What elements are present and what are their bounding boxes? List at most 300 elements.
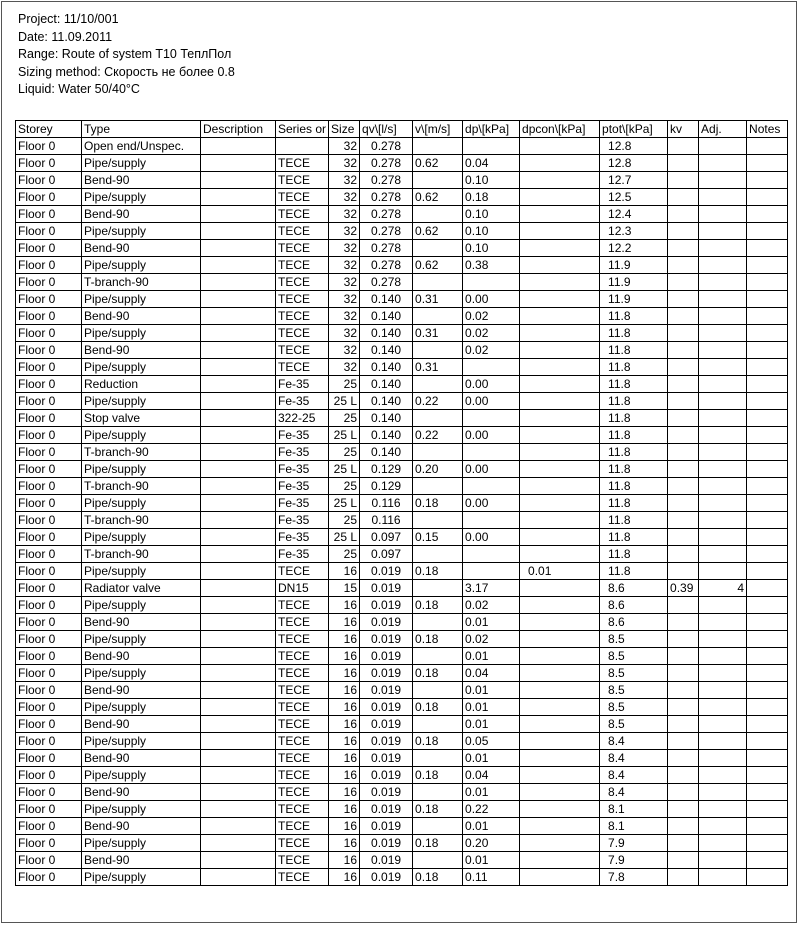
cell-qv: 0.019 xyxy=(360,699,413,716)
report-header xyxy=(18,11,235,99)
cell-dpcon xyxy=(520,461,600,478)
cell-storey: Floor 0 xyxy=(16,138,82,155)
cell-adj xyxy=(699,342,747,359)
cell-qv: 0.019 xyxy=(360,665,413,682)
cell-kv xyxy=(668,597,699,614)
cell-adj xyxy=(699,376,747,393)
cell-ptot: 11.8 xyxy=(600,563,668,580)
cell-storey: Floor 0 xyxy=(16,155,82,172)
cell-ptot: 11.8 xyxy=(600,512,668,529)
cell-ptot: 11.8 xyxy=(600,529,668,546)
cell-notes xyxy=(747,240,788,257)
cell-dp: 0.00 xyxy=(463,427,520,444)
cell-adj xyxy=(699,546,747,563)
cell-series: TECE xyxy=(276,852,329,869)
cell-storey: Floor 0 xyxy=(16,733,82,750)
cell-type: Pipe/supply xyxy=(82,155,201,172)
cell-adj xyxy=(699,716,747,733)
cell-qv: 0.019 xyxy=(360,835,413,852)
cell-ptot: 11.8 xyxy=(600,427,668,444)
cell-kv xyxy=(668,682,699,699)
cell-description xyxy=(201,529,276,546)
cell-series: Fe-35 xyxy=(276,376,329,393)
cell-dp: 0.04 xyxy=(463,767,520,784)
cell-v: 0.18 xyxy=(413,665,463,682)
table-row xyxy=(16,495,788,512)
cell-size: 32 xyxy=(329,172,360,189)
cell-adj xyxy=(699,801,747,818)
cell-dpcon: 0.01 xyxy=(520,563,600,580)
cell-description xyxy=(201,240,276,257)
cell-adj xyxy=(699,444,747,461)
cell-notes xyxy=(747,784,788,801)
cell-description xyxy=(201,546,276,563)
cell-adj xyxy=(699,410,747,427)
cell-storey: Floor 0 xyxy=(16,478,82,495)
cell-notes xyxy=(747,818,788,835)
table-row xyxy=(16,563,788,580)
cell-dpcon xyxy=(520,206,600,223)
cell-dp xyxy=(463,546,520,563)
cell-dpcon xyxy=(520,784,600,801)
cell-size: 16 xyxy=(329,665,360,682)
cell-type: Pipe/supply xyxy=(82,291,201,308)
table-row xyxy=(16,444,788,461)
cell-description xyxy=(201,291,276,308)
table-row xyxy=(16,716,788,733)
cell-ptot: 8.1 xyxy=(600,801,668,818)
cell-dp xyxy=(463,410,520,427)
cell-dp: 0.04 xyxy=(463,665,520,682)
cell-series: TECE xyxy=(276,308,329,325)
cell-adj xyxy=(699,393,747,410)
cell-notes xyxy=(747,835,788,852)
cell-adj xyxy=(699,631,747,648)
cell-adj xyxy=(699,257,747,274)
cell-storey: Floor 0 xyxy=(16,461,82,478)
cell-series: TECE xyxy=(276,155,329,172)
cell-v xyxy=(413,410,463,427)
cell-size: 25 xyxy=(329,478,360,495)
cell-notes xyxy=(747,444,788,461)
cell-dp: 0.01 xyxy=(463,818,520,835)
cell-dpcon xyxy=(520,529,600,546)
cell-kv xyxy=(668,512,699,529)
cell-storey: Floor 0 xyxy=(16,801,82,818)
cell-v: 0.18 xyxy=(413,631,463,648)
cell-notes xyxy=(747,665,788,682)
cell-storey: Floor 0 xyxy=(16,274,82,291)
cell-qv: 0.019 xyxy=(360,733,413,750)
cell-kv xyxy=(668,274,699,291)
cell-v: 0.18 xyxy=(413,495,463,512)
cell-dp xyxy=(463,274,520,291)
cell-kv xyxy=(668,869,699,886)
cell-kv xyxy=(668,444,699,461)
cell-series: TECE xyxy=(276,869,329,886)
cell-series: Fe-35 xyxy=(276,444,329,461)
cell-type: Pipe/supply xyxy=(82,699,201,716)
cell-v: 0.18 xyxy=(413,699,463,716)
cell-size: 25 xyxy=(329,410,360,427)
cell-dpcon xyxy=(520,410,600,427)
cell-storey: Floor 0 xyxy=(16,172,82,189)
cell-type: Pipe/supply xyxy=(82,869,201,886)
cell-dpcon xyxy=(520,444,600,461)
cell-description xyxy=(201,767,276,784)
cell-type: Pipe/supply xyxy=(82,461,201,478)
cell-v: 0.20 xyxy=(413,461,463,478)
cell-qv: 0.278 xyxy=(360,155,413,172)
cell-adj xyxy=(699,682,747,699)
cell-size: 32 xyxy=(329,257,360,274)
cell-qv: 0.019 xyxy=(360,614,413,631)
cell-dp: 0.05 xyxy=(463,733,520,750)
cell-dp: 0.11 xyxy=(463,869,520,886)
cell-adj xyxy=(699,325,747,342)
cell-notes xyxy=(747,393,788,410)
cell-series: TECE xyxy=(276,223,329,240)
cell-kv xyxy=(668,410,699,427)
cell-dp xyxy=(463,563,520,580)
cell-ptot: 8.5 xyxy=(600,699,668,716)
cell-adj xyxy=(699,784,747,801)
cell-dpcon xyxy=(520,699,600,716)
cell-series: TECE xyxy=(276,257,329,274)
column-header-type: Type xyxy=(82,121,201,138)
table-row xyxy=(16,274,788,291)
cell-kv xyxy=(668,240,699,257)
cell-description xyxy=(201,138,276,155)
cell-series: TECE xyxy=(276,342,329,359)
cell-type: Pipe/supply xyxy=(82,359,201,376)
cell-adj xyxy=(699,869,747,886)
cell-v xyxy=(413,308,463,325)
cell-dp: 0.01 xyxy=(463,852,520,869)
cell-size: 16 xyxy=(329,699,360,716)
table-row xyxy=(16,818,788,835)
cell-storey: Floor 0 xyxy=(16,563,82,580)
cell-ptot: 11.8 xyxy=(600,461,668,478)
cell-ptot: 8.6 xyxy=(600,614,668,631)
cell-ptot: 11.8 xyxy=(600,478,668,495)
cell-series: TECE xyxy=(276,240,329,257)
cell-dp: 0.01 xyxy=(463,648,520,665)
cell-kv xyxy=(668,308,699,325)
cell-ptot: 12.2 xyxy=(600,240,668,257)
cell-size: 25 L xyxy=(329,393,360,410)
table-row xyxy=(16,461,788,478)
cell-size: 16 xyxy=(329,818,360,835)
cell-qv: 0.140 xyxy=(360,444,413,461)
cell-description xyxy=(201,614,276,631)
cell-size: 16 xyxy=(329,631,360,648)
cell-storey: Floor 0 xyxy=(16,597,82,614)
cell-description xyxy=(201,750,276,767)
cell-size: 25 L xyxy=(329,427,360,444)
cell-notes xyxy=(747,563,788,580)
cell-notes xyxy=(747,495,788,512)
liquid-line: Liquid: Water 50/40°C xyxy=(18,82,140,96)
cell-series: TECE xyxy=(276,614,329,631)
column-header-qv: qv\[l/s] xyxy=(360,121,413,138)
cell-kv xyxy=(668,478,699,495)
pipe-sizing-table xyxy=(15,120,788,886)
cell-size: 32 xyxy=(329,342,360,359)
cell-qv: 0.097 xyxy=(360,529,413,546)
cell-series: Fe-35 xyxy=(276,495,329,512)
cell-kv xyxy=(668,733,699,750)
cell-v xyxy=(413,716,463,733)
column-header-storey: Storey xyxy=(16,121,82,138)
cell-size: 25 xyxy=(329,444,360,461)
cell-ptot: 11.8 xyxy=(600,410,668,427)
cell-type: Bend-90 xyxy=(82,206,201,223)
cell-adj xyxy=(699,699,747,716)
cell-size: 16 xyxy=(329,852,360,869)
cell-storey: Floor 0 xyxy=(16,427,82,444)
cell-description xyxy=(201,223,276,240)
cell-dpcon xyxy=(520,614,600,631)
cell-size: 16 xyxy=(329,767,360,784)
cell-description xyxy=(201,648,276,665)
table-row xyxy=(16,529,788,546)
cell-adj xyxy=(699,512,747,529)
cell-ptot: 8.4 xyxy=(600,767,668,784)
cell-storey: Floor 0 xyxy=(16,716,82,733)
cell-v: 0.18 xyxy=(413,835,463,852)
cell-v: 0.22 xyxy=(413,393,463,410)
cell-ptot: 12.5 xyxy=(600,189,668,206)
cell-ptot: 8.5 xyxy=(600,631,668,648)
cell-dp: 0.02 xyxy=(463,342,520,359)
cell-notes xyxy=(747,682,788,699)
cell-description xyxy=(201,665,276,682)
cell-qv: 0.278 xyxy=(360,223,413,240)
cell-description xyxy=(201,580,276,597)
cell-storey: Floor 0 xyxy=(16,614,82,631)
table-row xyxy=(16,580,788,597)
cell-description xyxy=(201,716,276,733)
cell-storey: Floor 0 xyxy=(16,308,82,325)
cell-kv xyxy=(668,563,699,580)
cell-storey: Floor 0 xyxy=(16,495,82,512)
table-row xyxy=(16,631,788,648)
cell-notes xyxy=(747,478,788,495)
sizing-method-line: Sizing method: Скорость не более 0.8 xyxy=(18,64,235,79)
cell-type: Pipe/supply xyxy=(82,257,201,274)
cell-qv: 0.019 xyxy=(360,784,413,801)
cell-type: Pipe/supply xyxy=(82,665,201,682)
cell-notes xyxy=(747,716,788,733)
table-row xyxy=(16,206,788,223)
cell-description xyxy=(201,852,276,869)
cell-kv xyxy=(668,750,699,767)
table-row xyxy=(16,733,788,750)
cell-series: TECE xyxy=(276,359,329,376)
cell-v xyxy=(413,648,463,665)
cell-ptot: 11.8 xyxy=(600,546,668,563)
cell-qv: 0.140 xyxy=(360,376,413,393)
cell-qv: 0.140 xyxy=(360,427,413,444)
cell-kv xyxy=(668,376,699,393)
cell-dpcon xyxy=(520,750,600,767)
cell-notes xyxy=(747,308,788,325)
cell-v: 0.62 xyxy=(413,223,463,240)
cell-description xyxy=(201,478,276,495)
cell-kv xyxy=(668,801,699,818)
cell-dpcon xyxy=(520,172,600,189)
table-row xyxy=(16,801,788,818)
cell-type: T-branch-90 xyxy=(82,512,201,529)
cell-ptot: 7.9 xyxy=(600,835,668,852)
cell-dpcon xyxy=(520,852,600,869)
cell-v: 0.62 xyxy=(413,189,463,206)
cell-storey: Floor 0 xyxy=(16,410,82,427)
cell-size: 32 xyxy=(329,325,360,342)
cell-dp: 0.01 xyxy=(463,784,520,801)
cell-ptot: 8.6 xyxy=(600,597,668,614)
cell-dpcon xyxy=(520,427,600,444)
cell-series: TECE xyxy=(276,648,329,665)
cell-size: 25 L xyxy=(329,529,360,546)
cell-qv: 0.140 xyxy=(360,393,413,410)
cell-type: Bend-90 xyxy=(82,716,201,733)
cell-series: TECE xyxy=(276,818,329,835)
cell-v: 0.18 xyxy=(413,597,463,614)
cell-kv xyxy=(668,223,699,240)
cell-adj xyxy=(699,478,747,495)
cell-adj xyxy=(699,427,747,444)
cell-kv xyxy=(668,767,699,784)
cell-notes xyxy=(747,325,788,342)
cell-adj xyxy=(699,767,747,784)
cell-adj xyxy=(699,563,747,580)
cell-storey: Floor 0 xyxy=(16,512,82,529)
cell-size: 16 xyxy=(329,648,360,665)
table-row xyxy=(16,393,788,410)
cell-size: 32 xyxy=(329,359,360,376)
cell-qv: 0.129 xyxy=(360,478,413,495)
cell-description xyxy=(201,835,276,852)
cell-kv xyxy=(668,631,699,648)
cell-storey: Floor 0 xyxy=(16,818,82,835)
cell-kv xyxy=(668,784,699,801)
cell-adj xyxy=(699,155,747,172)
table-row xyxy=(16,410,788,427)
cell-qv: 0.278 xyxy=(360,257,413,274)
cell-adj: 4 xyxy=(699,580,747,597)
cell-qv: 0.140 xyxy=(360,308,413,325)
table-row xyxy=(16,308,788,325)
column-header-series: Series or xyxy=(276,121,329,138)
cell-type: Pipe/supply xyxy=(82,223,201,240)
cell-v xyxy=(413,342,463,359)
cell-notes xyxy=(747,580,788,597)
cell-dpcon xyxy=(520,716,600,733)
column-header-adj: Adj. xyxy=(699,121,747,138)
cell-kv xyxy=(668,546,699,563)
cell-ptot: 8.1 xyxy=(600,818,668,835)
table-row xyxy=(16,852,788,869)
cell-adj xyxy=(699,835,747,852)
cell-series: Fe-35 xyxy=(276,546,329,563)
cell-storey: Floor 0 xyxy=(16,784,82,801)
cell-adj xyxy=(699,206,747,223)
cell-adj xyxy=(699,274,747,291)
cell-description xyxy=(201,393,276,410)
cell-kv xyxy=(668,291,699,308)
cell-notes xyxy=(747,733,788,750)
cell-size: 25 L xyxy=(329,495,360,512)
cell-series: TECE xyxy=(276,172,329,189)
cell-qv: 0.019 xyxy=(360,597,413,614)
cell-adj xyxy=(699,189,747,206)
cell-dp: 0.00 xyxy=(463,291,520,308)
cell-type: T-branch-90 xyxy=(82,546,201,563)
cell-v: 0.18 xyxy=(413,563,463,580)
cell-notes xyxy=(747,257,788,274)
cell-ptot: 8.4 xyxy=(600,750,668,767)
cell-storey: Floor 0 xyxy=(16,325,82,342)
cell-dp: 0.02 xyxy=(463,308,520,325)
cell-qv: 0.019 xyxy=(360,869,413,886)
cell-qv: 0.097 xyxy=(360,546,413,563)
cell-notes xyxy=(747,801,788,818)
cell-v xyxy=(413,512,463,529)
cell-dp: 3.17 xyxy=(463,580,520,597)
table-row xyxy=(16,546,788,563)
cell-adj xyxy=(699,529,747,546)
table-row xyxy=(16,342,788,359)
cell-adj xyxy=(699,495,747,512)
cell-kv xyxy=(668,614,699,631)
column-header-description: Description xyxy=(201,121,276,138)
cell-kv xyxy=(668,648,699,665)
cell-v: 0.22 xyxy=(413,427,463,444)
cell-notes xyxy=(747,274,788,291)
cell-dpcon xyxy=(520,597,600,614)
cell-description xyxy=(201,257,276,274)
cell-series: TECE xyxy=(276,325,329,342)
cell-type: Pipe/supply xyxy=(82,427,201,444)
cell-ptot: 12.7 xyxy=(600,172,668,189)
cell-qv: 0.019 xyxy=(360,818,413,835)
cell-kv xyxy=(668,852,699,869)
table-header-row xyxy=(16,121,788,138)
cell-v: 0.31 xyxy=(413,291,463,308)
cell-size: 16 xyxy=(329,869,360,886)
cell-size: 32 xyxy=(329,291,360,308)
cell-adj xyxy=(699,138,747,155)
cell-storey: Floor 0 xyxy=(16,580,82,597)
cell-size: 32 xyxy=(329,308,360,325)
cell-ptot: 12.3 xyxy=(600,223,668,240)
cell-dpcon xyxy=(520,478,600,495)
table-row xyxy=(16,665,788,682)
cell-description xyxy=(201,376,276,393)
cell-dpcon xyxy=(520,325,600,342)
cell-dpcon xyxy=(520,291,600,308)
cell-dp: 0.02 xyxy=(463,597,520,614)
table-row xyxy=(16,750,788,767)
cell-description xyxy=(201,801,276,818)
cell-v: 0.31 xyxy=(413,359,463,376)
cell-dp: 0.01 xyxy=(463,614,520,631)
cell-storey: Floor 0 xyxy=(16,852,82,869)
cell-storey: Floor 0 xyxy=(16,393,82,410)
cell-v xyxy=(413,614,463,631)
